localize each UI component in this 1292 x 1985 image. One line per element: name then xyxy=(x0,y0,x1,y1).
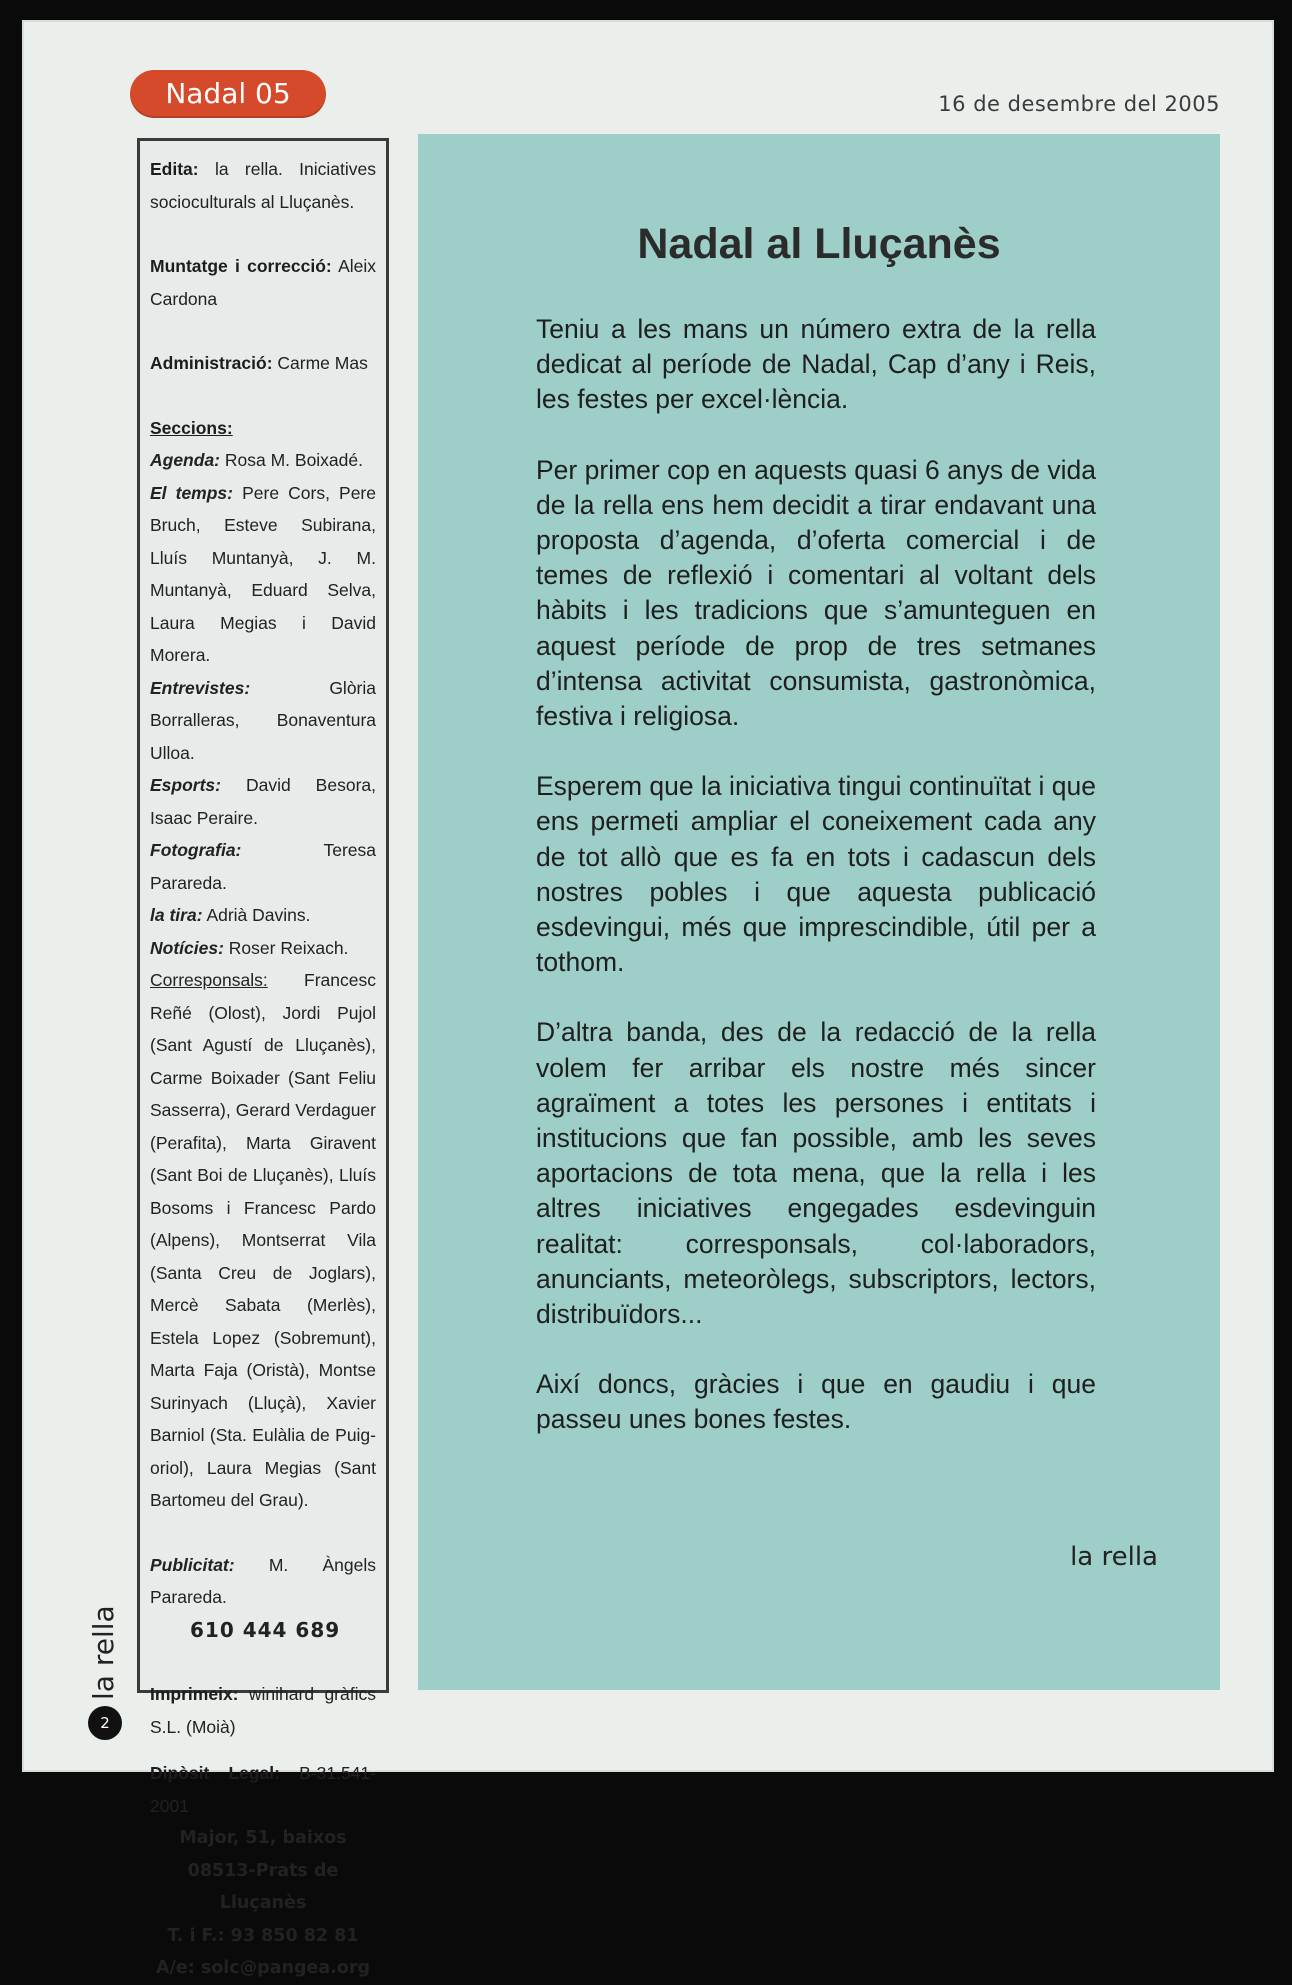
article-signature: la rella xyxy=(1070,1542,1158,1572)
credit-esports: Esports: David Besora, Isaac Peraire. xyxy=(150,775,376,828)
credit-publicitat: Publicitat: M. Àngels Parareda. xyxy=(150,1554,376,1607)
section-badge: Nadal 05 xyxy=(130,70,326,118)
credit-seccions-heading: Seccions: xyxy=(150,417,233,438)
address-line-1: Major, 51, baixos xyxy=(179,1828,347,1848)
credit-noticies: Notícies: Roser Reixach. xyxy=(150,937,349,958)
article-paragraph: Per primer cop en aquests quasi 6 anys de vida de la rella ens hem decidit a tirar endavant una proposta d’agenda, d’oferta comercial i de temes de reflexió i comentari al voltant dels hàbits i les tradicions que s’amunteguen en aquest període de prop de tres setmanes d’intensa activitat consumista, gastronòmica, festiva i religiosa. xyxy=(536,454,1096,732)
article-paragraph: D’altra banda, des de la redacció de la rella volem fer arribar els nostre més sincer agraïment a totes les persones i entitats i institucions que fan possible, amb les seves aportacions de tota mena, que la rella i les altres iniciatives engegades esdevinguin realitat: corresponsals, col·laboradors, anunciants, meteoròlegs, subscriptors, lectors, distribuïdors... xyxy=(536,1017,1096,1330)
credit-edita: Edita: la rella. Iniciatives socioculturals al Lluçanès. xyxy=(150,159,376,212)
credit-agenda: Agenda: Rosa M. Boixadé. xyxy=(150,450,363,470)
email: A/e: solc@pangea.org xyxy=(155,1958,371,1978)
credit-corresponsals: Corresponsals: Francesc Reñé (Olost), Jordi Pujol (Sant Agustí de Lluçanès), Carme Boixader (Sant Feliu Sasserra), Gerard Verdaguer (Perafita), Marta Giravent (Sant Boi de Lluçanès), Lluís Bosoms i Francesc Pardo (Alpens), Montserrat Vila (Santa Creu de Joglars), Mercè Sabata (Merlès), Estela Lopez (Sobremunt), Marta Faja (Oristà), Montse Surinyach (Lluçà), Xavier Barniol (Sta. Eulàlia de Puig-oriol), Laura Megias (Sant Bartomeu del Grau). xyxy=(150,970,376,1510)
spine-title: la rella xyxy=(87,1605,120,1700)
article-body xyxy=(536,312,1096,1473)
credit-fotografia: Fotografia: Teresa Parareda. xyxy=(150,840,376,893)
credit-tira: la tira: Adrià Davins. xyxy=(150,905,311,925)
credits-box xyxy=(137,138,389,1978)
issue-date: 16 de desembre del 2005 xyxy=(938,92,1220,116)
credit-muntatge: Muntatge i correcció: Aleix Cardona xyxy=(150,256,376,309)
editorial-panel xyxy=(418,134,1220,1690)
address-line-2: 08513-Prats de Lluçanès xyxy=(187,1860,339,1913)
article-title: Nadal al Lluçanès xyxy=(637,220,1001,268)
page-number: 2 xyxy=(88,1706,122,1740)
phone-fax: T. i F.: 93 850 82 81 xyxy=(167,1925,359,1946)
publicitat-phone: 610 444 689 xyxy=(190,1617,341,1642)
article-paragraph: Esperem que la iniciativa tingui continuïtat i que ens permeti ampliar el coneixement cada any de tot allò que es fa en tots i cadascun dels nostres pobles i que aquesta publicació esdevingui, més que imprescindible, útil per a tothom. xyxy=(536,771,1096,978)
credit-entrevistes: Entrevistes: Glòria Borralleras, Bonaventura Ulloa. xyxy=(150,677,376,763)
article-paragraph: Així doncs, gràcies i que en gaudiu i que passeu unes bones festes. xyxy=(536,1369,1096,1435)
article-paragraph: Teniu a les mans un número extra de la rella dedicat al període de Nadal, Cap d’any i Reis, les festes per excel·lència. xyxy=(536,314,1096,415)
credit-administracio: Administració: Carme Mas xyxy=(150,353,368,373)
credit-imprimeix: Imprimeix: winihard gràfics S.L. (Moià) xyxy=(150,1684,376,1737)
credit-diposit: Dipòsit Legal: B-31.541-2001 xyxy=(150,1763,376,1816)
credit-temps: El temps: Pere Cors, Pere Bruch, Esteve Subirana, Lluís Muntanyà, J. M. Muntanyà, Eduard Selva, Laura Megias i David Morera. xyxy=(150,482,376,665)
